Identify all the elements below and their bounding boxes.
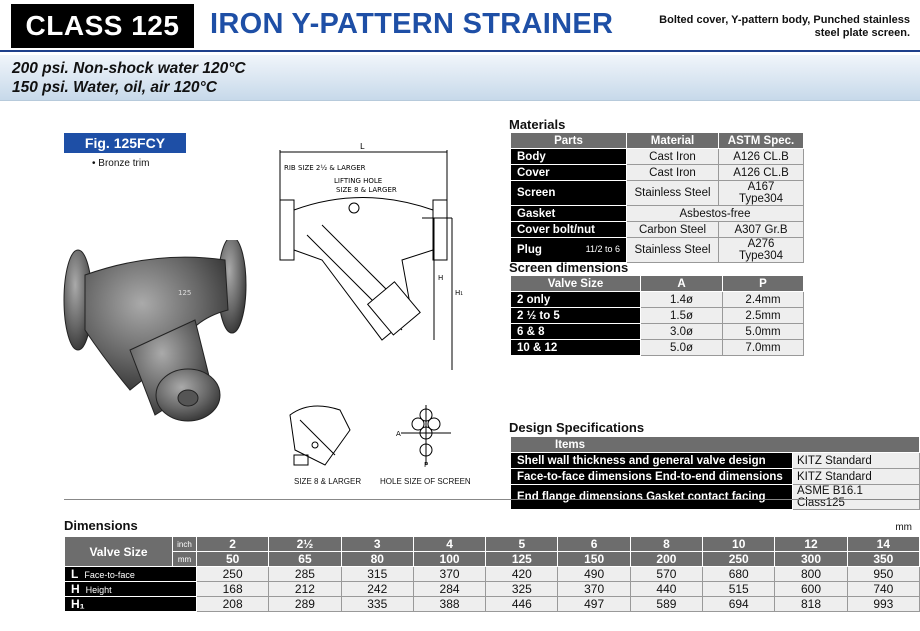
spec-value: A126 CL.B bbox=[719, 165, 804, 181]
design-item: Face-to-face dimensions End-to-end dimensions bbox=[511, 469, 793, 485]
p-value: 7.0mm bbox=[723, 340, 804, 356]
dim-key: L bbox=[71, 567, 79, 581]
spec-value: A276 Type304 bbox=[719, 238, 804, 263]
dim-value: 242 bbox=[341, 582, 413, 597]
valve-size: 6 & 8 bbox=[511, 324, 641, 340]
table-row bbox=[511, 340, 804, 356]
table-row bbox=[511, 453, 920, 469]
dim-value: 740 bbox=[847, 582, 919, 597]
dim-value: 589 bbox=[630, 597, 702, 612]
a-value: 5.0ø bbox=[641, 340, 723, 356]
dim-value: 950 bbox=[847, 567, 919, 582]
dim-value: 818 bbox=[775, 597, 847, 612]
screen-title: Screen dimensions bbox=[509, 260, 629, 275]
part-label: Plug bbox=[517, 244, 542, 256]
spec-value: A167 Type304 bbox=[719, 181, 804, 206]
dim-key: H bbox=[71, 582, 80, 596]
a-value: 1.4ø bbox=[641, 292, 723, 308]
dim-mm-row bbox=[65, 552, 920, 567]
material-value: Asbestos-free bbox=[627, 206, 804, 222]
inch-size: 5 bbox=[486, 537, 558, 552]
inch-size: 10 bbox=[703, 537, 775, 552]
inch-size: 14 bbox=[847, 537, 919, 552]
detail-drawing-size8 bbox=[280, 400, 370, 475]
dim-value: 315 bbox=[341, 567, 413, 582]
dim-value: 325 bbox=[486, 582, 558, 597]
dim-value: 420 bbox=[486, 567, 558, 582]
mm-size: 65 bbox=[269, 552, 341, 567]
product-subtitle bbox=[610, 14, 910, 40]
col-p: P bbox=[723, 276, 804, 292]
mm-size: 150 bbox=[558, 552, 630, 567]
table-row bbox=[511, 308, 804, 324]
dim-value: 289 bbox=[269, 597, 341, 612]
dim-value: 370 bbox=[558, 582, 630, 597]
valve-size: 10 & 12 bbox=[511, 340, 641, 356]
design-item: Shell wall thickness and general valve design bbox=[511, 453, 793, 469]
dim-value: 570 bbox=[630, 567, 702, 582]
inch-size: 2 bbox=[197, 537, 269, 552]
product-title: IRON Y-PATTERN STRAINER bbox=[210, 8, 614, 40]
col-valve-size: Valve Size bbox=[511, 276, 641, 292]
subtitle-line-1: Bolted cover, Y-pattern body, Punched stainless bbox=[659, 14, 910, 26]
lifting-hole-label: LIFTING HOLE bbox=[334, 177, 383, 185]
hole-size-caption: HOLE SIZE OF SCREEN bbox=[380, 477, 471, 486]
dim-name: Height bbox=[85, 585, 112, 595]
dim-value: 680 bbox=[703, 567, 775, 582]
inch-size: 4 bbox=[413, 537, 485, 552]
table-row bbox=[511, 149, 804, 165]
a-value: 1.5ø bbox=[641, 308, 723, 324]
lifting-hole-size-label: SIZE 8 & LARGER bbox=[336, 186, 397, 194]
inch-size: 8 bbox=[630, 537, 702, 552]
design-header-row bbox=[511, 437, 920, 453]
inch-size: 6 bbox=[558, 537, 630, 552]
inch-unit-label: inch bbox=[173, 537, 197, 552]
mm-size: 80 bbox=[341, 552, 413, 567]
table-row bbox=[65, 567, 920, 582]
p-value: 5.0mm bbox=[723, 324, 804, 340]
inch-size: 3 bbox=[341, 537, 413, 552]
table-row bbox=[511, 292, 804, 308]
mm-size: 300 bbox=[775, 552, 847, 567]
material-value: Stainless Steel bbox=[627, 238, 719, 263]
a-value: 3.0ø bbox=[641, 324, 723, 340]
dim-row-label bbox=[65, 582, 197, 597]
dim-value: 490 bbox=[558, 567, 630, 582]
detail-drawing-hole bbox=[396, 405, 456, 470]
rating-line-2: 150 psi. Water, oil, air 120°C bbox=[12, 79, 217, 96]
mm-unit-label: mm bbox=[173, 552, 197, 567]
dim-row-label bbox=[65, 567, 197, 582]
col-a: A bbox=[641, 276, 723, 292]
materials-table bbox=[510, 132, 804, 263]
design-title: Design Specifications bbox=[509, 420, 645, 435]
header bbox=[0, 0, 920, 52]
dimensions-title: Dimensions bbox=[64, 518, 138, 533]
dim-A-label: A bbox=[396, 430, 401, 438]
dim-value: 388 bbox=[413, 597, 485, 612]
part-name: Cover bolt/nut bbox=[511, 222, 627, 238]
part-name: Screen bbox=[511, 181, 627, 206]
inch-size: 12 bbox=[775, 537, 847, 552]
col-material: Material bbox=[627, 133, 719, 149]
design-item: End flange dimensions Gasket contact facing bbox=[511, 485, 793, 510]
dim-value: 446 bbox=[486, 597, 558, 612]
strainer-photo bbox=[60, 240, 260, 430]
dim-key: H₁ bbox=[71, 597, 85, 611]
class-label: CLASS 125 bbox=[11, 4, 194, 48]
dim-H1-label: H₁ bbox=[455, 289, 464, 297]
dimensions-table bbox=[64, 536, 920, 612]
valve-size-label: Valve Size bbox=[65, 537, 173, 567]
material-value: Stainless Steel bbox=[627, 181, 719, 206]
size8-caption: SIZE 8 & LARGER bbox=[294, 477, 362, 486]
dim-value: 212 bbox=[269, 582, 341, 597]
material-value: Carbon Steel bbox=[627, 222, 719, 238]
mm-size: 350 bbox=[847, 552, 919, 567]
dim-value: 285 bbox=[269, 567, 341, 582]
figure-label: Fig. 125FCY bbox=[64, 133, 186, 153]
dim-value: 440 bbox=[630, 582, 702, 597]
dim-value: 497 bbox=[558, 597, 630, 612]
material-value: Cast Iron bbox=[627, 149, 719, 165]
subtitle-line-2: steel plate screen. bbox=[814, 27, 910, 39]
rib-size-label: RIB SIZE 2½ & LARGER bbox=[284, 164, 366, 172]
dimensions-unit: mm bbox=[895, 522, 912, 533]
p-value: 2.5mm bbox=[723, 308, 804, 324]
material-value: Cast Iron bbox=[627, 165, 719, 181]
part-name bbox=[511, 238, 627, 263]
col-parts: Parts bbox=[511, 133, 627, 149]
dim-L-label: L bbox=[360, 142, 365, 151]
materials-title: Materials bbox=[509, 117, 566, 132]
svg-text:125: 125 bbox=[178, 289, 192, 297]
dim-value: 800 bbox=[775, 567, 847, 582]
mm-size: 50 bbox=[197, 552, 269, 567]
mm-size: 200 bbox=[630, 552, 702, 567]
p-value: 2.4mm bbox=[723, 292, 804, 308]
table-row bbox=[511, 324, 804, 340]
table-row bbox=[65, 597, 920, 612]
spec-value: A126 CL.B bbox=[719, 149, 804, 165]
dim-H-label: H bbox=[438, 274, 444, 282]
screen-header-row bbox=[511, 276, 804, 292]
part-name: Cover bbox=[511, 165, 627, 181]
dim-value: 208 bbox=[197, 597, 269, 612]
figure-note: • Bronze trim bbox=[92, 158, 150, 169]
dim-name: Face-to-face bbox=[84, 570, 135, 580]
dim-value: 600 bbox=[775, 582, 847, 597]
screen-table bbox=[510, 275, 804, 356]
valve-size: 2 only bbox=[511, 292, 641, 308]
dim-value: 993 bbox=[847, 597, 919, 612]
design-standard: KITZ Standard bbox=[793, 469, 920, 485]
dim-value: 284 bbox=[413, 582, 485, 597]
dim-inch-row bbox=[65, 537, 920, 552]
table-row bbox=[511, 485, 920, 510]
design-standard: ASME B16.1 Class125 bbox=[793, 485, 920, 510]
mm-size: 100 bbox=[413, 552, 485, 567]
pressure-rating-bar bbox=[0, 55, 920, 101]
valve-size: 2 ½ to 5 bbox=[511, 308, 641, 324]
table-row bbox=[511, 238, 804, 263]
spec-value: A307 Gr.B bbox=[719, 222, 804, 238]
part-name: Body bbox=[511, 149, 627, 165]
dim-value: 335 bbox=[341, 597, 413, 612]
dim-value: 168 bbox=[197, 582, 269, 597]
rating-line-1: 200 psi. Non-shock water 120°C bbox=[12, 60, 246, 77]
col-astm: ASTM Spec. bbox=[719, 133, 804, 149]
table-row bbox=[511, 165, 804, 181]
mm-size: 250 bbox=[703, 552, 775, 567]
dim-value: 694 bbox=[703, 597, 775, 612]
mm-size: 125 bbox=[486, 552, 558, 567]
table-row bbox=[65, 582, 920, 597]
part-name: Gasket bbox=[511, 206, 627, 222]
dim-P-label: P bbox=[424, 461, 429, 469]
table-row bbox=[511, 222, 804, 238]
materials-header-row bbox=[511, 133, 804, 149]
table-row bbox=[511, 206, 804, 222]
inch-size: 2½ bbox=[269, 537, 341, 552]
dim-value: 515 bbox=[703, 582, 775, 597]
dim-value: 250 bbox=[197, 567, 269, 582]
table-row bbox=[511, 181, 804, 206]
part-note: 11/2 to 6 bbox=[585, 244, 620, 254]
table-row bbox=[511, 469, 920, 485]
section-drawing bbox=[262, 140, 472, 370]
dim-row-label bbox=[65, 597, 197, 612]
dim-value: 370 bbox=[413, 567, 485, 582]
col-items: Items bbox=[511, 437, 920, 453]
design-standard: KITZ Standard bbox=[793, 453, 920, 469]
section-divider bbox=[64, 499, 920, 500]
